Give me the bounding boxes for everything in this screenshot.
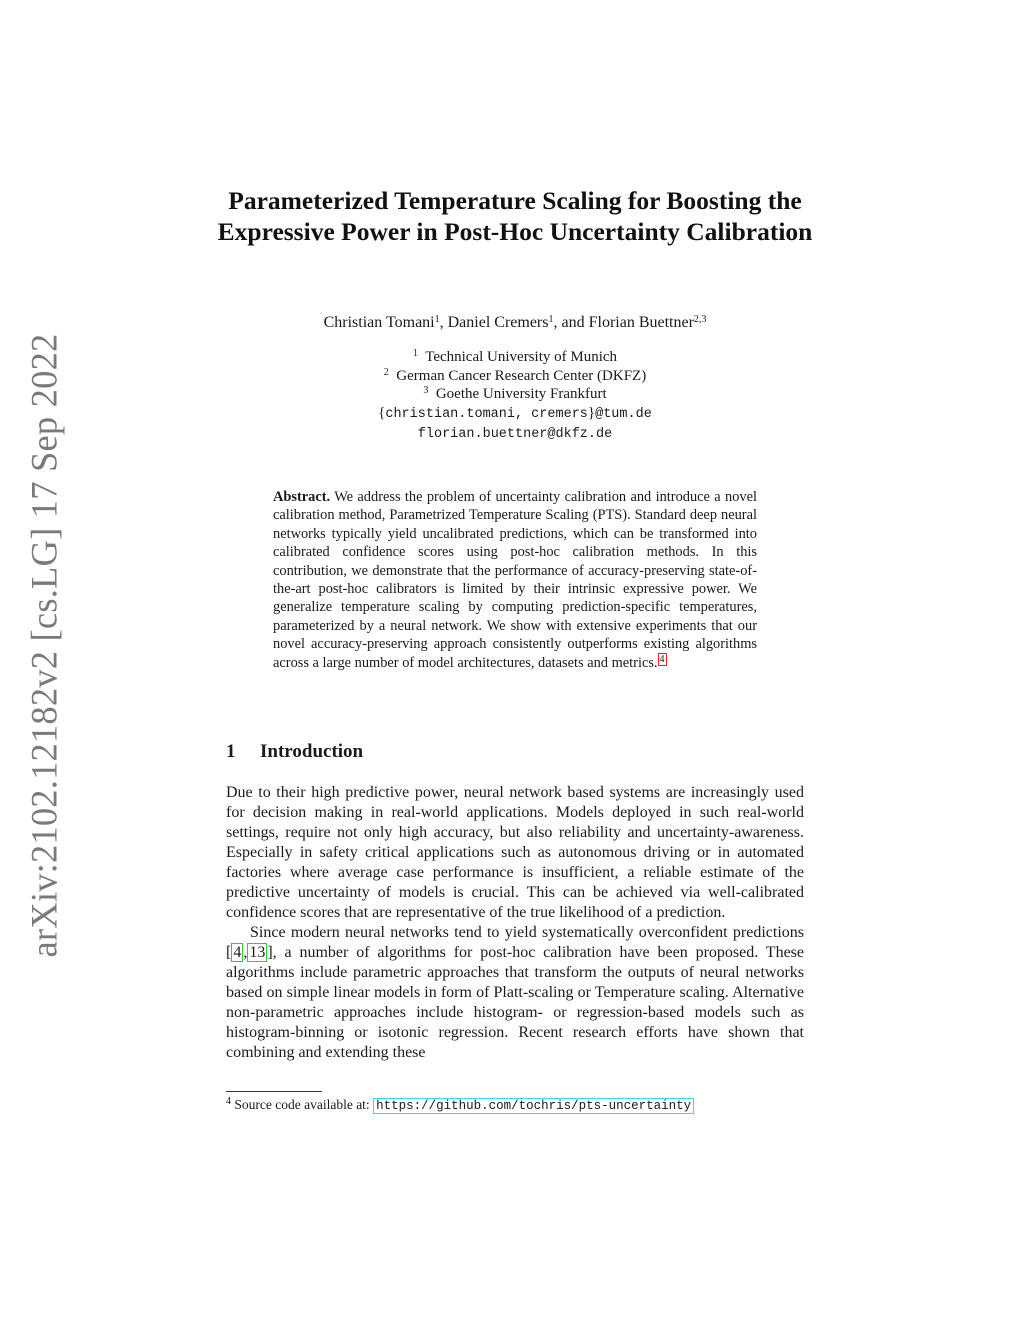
affiliation-line: $^2$ German Cancer Research Center (DKFZ) bbox=[383, 366, 647, 384]
abstract bbox=[273, 488, 757, 672]
paper-title: Parameterized Temperature Scaling for Boosting the Expressive Power in Post-Hoc Uncertainty Calibration bbox=[217, 186, 813, 246]
author-name: Florian Buettner bbox=[588, 314, 694, 331]
section-title: Introduction bbox=[260, 741, 364, 762]
author-affiliation-mark: 2,3 bbox=[693, 314, 707, 325]
affiliation-line: $^3$ Goethe University Frankfurt bbox=[423, 385, 607, 403]
citation-link[interactable]: 4 bbox=[233, 944, 242, 961]
section-number: 1 bbox=[226, 741, 236, 762]
author-list: Christian Tomani$^1$, Daniel Cremers$^1$, and Florian Buettner$^{2,3}$ bbox=[323, 314, 707, 331]
arxiv-sidebar-stamp bbox=[15, 333, 73, 957]
email-line: {christian.tomani, cremers}@tum.de bbox=[378, 404, 652, 422]
section-heading bbox=[226, 741, 363, 763]
footnote-number: 4 bbox=[226, 1096, 231, 1107]
affiliations-block bbox=[200, 348, 830, 445]
paragraph: Due to their high predictive power, neural network based systems are increasingly used for decision making in real-world applications. Models deployed in such real-world settings, require not only high accuracy, but also reliability and uncertainty-awareness. Especially in safety critical applications such as autonomous driving or in automated factories where average case performance is insufficient, a reliable estimate of the predictive uncertainty of models is crucial. This can be achieved via well-calibrated confidence scores that are representative of the true likelihood of a prediction. bbox=[226, 784, 804, 921]
footnote bbox=[226, 1096, 826, 1115]
paragraph: Since modern neural networks tend to yield systematically overconfident predictions [ 4 , 13 ], a number of algorithms for post-hoc calibration have been proposed. These algorithms include parametric approaches that transform the outputs of neural networks based on simple linear models in form of Platt-scaling or Temperature scaling. Alternative non-parametric approaches include histogram- or regression-based models such as histogram-binning or isotonic regression. Recent research efforts have shown that combining and extending these bbox=[226, 924, 804, 1061]
author-affiliation-mark: 1 bbox=[434, 314, 440, 325]
body-text bbox=[226, 783, 804, 1063]
affiliation-line: $^1$ Technical University of Munich bbox=[412, 348, 618, 365]
footnote-text: Source code available at: bbox=[234, 1097, 370, 1112]
email-line: florian.buettner@dkfz.de bbox=[417, 427, 613, 443]
author-name: Daniel Cremers bbox=[447, 314, 549, 331]
abstract-text: We address the problem of uncertainty calibration and introduce a novel calibration method, Parametrized Temperature Scaling (PTS). Standard deep neural networks typically yield uncalibrated predictions, which can be transformed into calibrated confidence scores using post-hoc calibration methods. In this contribution, we demonstrate that the performance of accuracy-preserving state-of-the-art post-hoc calibrators is limited by their intrinsic expressive power. We generalize temperature scaling by computing prediction-specific temperatures, parameterized by a neural network. We show with extensive experiments that our novel accuracy-preserving approach consistently outperforms existing algorithms across a large number of model architectures, datasets and metrics. bbox=[273, 489, 757, 671]
arxiv-identifier: arXiv:2102.12182v2 [cs.LG] 17 Sep 2022 bbox=[23, 333, 65, 957]
footnote-divider bbox=[226, 1091, 322, 1092]
source-code-link[interactable]: https://github.com/tochris/pts-uncertainty bbox=[373, 1098, 694, 1114]
abstract-label: Abstract. bbox=[273, 489, 331, 505]
author-name: Christian Tomani bbox=[323, 314, 435, 331]
author-affiliation-mark: 1 bbox=[548, 314, 554, 325]
citation-link[interactable]: 13 bbox=[249, 944, 266, 961]
footnote-link[interactable]: 4 bbox=[659, 653, 665, 665]
